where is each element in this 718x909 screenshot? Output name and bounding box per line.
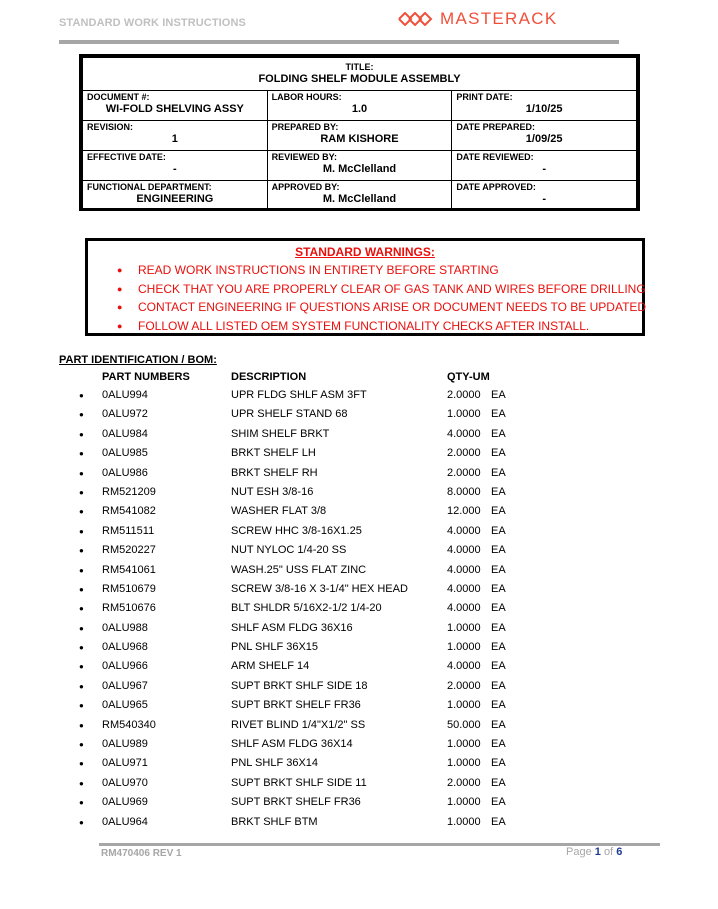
bom-header-qty-um: QTY-UM bbox=[447, 371, 490, 383]
part-number: RM510676 bbox=[102, 602, 156, 615]
page-total: 6 bbox=[616, 846, 623, 858]
part-description: SCREW HHC 3/8-16X1.25 bbox=[231, 524, 362, 537]
print-date-cell bbox=[452, 91, 637, 121]
bom-header-part-numbers: PART NUMBERS bbox=[102, 371, 190, 383]
bom-row bbox=[59, 405, 579, 424]
part-number: 0ALU986 bbox=[102, 466, 148, 479]
part-number: 0ALU989 bbox=[102, 738, 148, 751]
part-unit: EA bbox=[491, 641, 506, 654]
part-number: RM541061 bbox=[102, 563, 156, 576]
revision-value: 1 bbox=[171, 133, 178, 145]
bom-title: PART IDENTIFICATION / BOM: bbox=[59, 354, 217, 366]
bullet-icon: ● bbox=[79, 759, 84, 769]
part-number: 0ALU965 bbox=[102, 699, 148, 712]
part-number: 0ALU969 bbox=[102, 796, 148, 809]
part-description: WASHER FLAT 3/8 bbox=[231, 505, 327, 518]
part-quantity: 4.0000 bbox=[447, 660, 481, 673]
part-unit: EA bbox=[491, 505, 506, 518]
bullet-icon: ● bbox=[79, 720, 84, 730]
part-description: SUPT BRKT SHELF FR36 bbox=[231, 796, 361, 809]
bom-header-description: DESCRIPTION bbox=[231, 371, 307, 383]
prepared-by-cell bbox=[267, 121, 452, 151]
part-description: PNL SHLF 36X14 bbox=[231, 757, 319, 770]
bullet-icon: ● bbox=[79, 681, 84, 691]
part-description: SHIM SHELF BRKT bbox=[231, 427, 330, 440]
document-info-box bbox=[79, 54, 640, 211]
reviewed-by-label: REVIEWED BY: bbox=[271, 152, 337, 162]
part-number: 0ALU994 bbox=[102, 389, 148, 401]
date-prepared-cell bbox=[452, 121, 637, 151]
bom-row bbox=[59, 502, 579, 521]
part-unit: EA bbox=[491, 582, 506, 595]
document-number-label: DOCUMENT #: bbox=[87, 92, 150, 102]
part-description: BLT SHLDR 5/16X2-1/2 1/4-20 bbox=[231, 602, 382, 615]
revision-cell bbox=[83, 121, 268, 151]
masterack-logo bbox=[398, 8, 622, 30]
part-quantity: 8.0000 bbox=[447, 485, 481, 498]
part-quantity: 1.0000 bbox=[447, 815, 481, 828]
warning-item: ● FOLLOW ALL LISTED OEM SYSTEM FUNCTIONALITY CHECKS AFTER INSTALL. bbox=[88, 317, 642, 336]
part-description: UPR FLDG SHLF ASM 3FT bbox=[231, 389, 367, 401]
part-unit: EA bbox=[491, 815, 506, 828]
document-number-value: WI-FOLD SHELVING ASSY bbox=[105, 103, 244, 115]
bullet-icon: ● bbox=[79, 410, 84, 420]
labor-hours-label: LABOR HOURS: bbox=[271, 92, 342, 102]
part-number: 0ALU972 bbox=[102, 408, 148, 421]
bullet-icon: ● bbox=[79, 798, 84, 808]
part-description: WASH.25" USS FLAT ZINC bbox=[231, 563, 367, 576]
warning-item: ● CONTACT ENGINEERING IF QUESTIONS ARISE OR DOCUMENT NEEDS TO BE UPDATED bbox=[88, 298, 642, 317]
part-number: RM510679 bbox=[102, 582, 156, 595]
part-unit: EA bbox=[491, 447, 506, 460]
part-quantity: 1.0000 bbox=[447, 796, 481, 809]
bullet-icon: ● bbox=[79, 526, 84, 536]
effective-date-cell bbox=[83, 151, 268, 181]
bullet-icon: ● bbox=[79, 449, 84, 459]
warning-item: ● READ WORK INSTRUCTIONS IN ENTIRETY BEFORE STARTING bbox=[88, 261, 642, 280]
logo-wordmark: MASTERACK bbox=[440, 9, 558, 28]
part-description: ARM SHELF 14 bbox=[231, 660, 310, 673]
part-description: BRKT SHELF LH bbox=[231, 447, 316, 460]
bullet-icon: ● bbox=[79, 391, 84, 400]
page-word: Page bbox=[566, 846, 592, 858]
part-description: BRKT SHLF BTM bbox=[231, 815, 318, 828]
part-unit: EA bbox=[491, 776, 506, 789]
part-description: NUT ESH 3/8-16 bbox=[231, 485, 314, 498]
part-number: RM520227 bbox=[102, 544, 156, 557]
part-description: PNL SHLF 36X15 bbox=[231, 641, 319, 654]
part-description: BRKT SHELF RH bbox=[231, 466, 318, 479]
part-number: RM511511 bbox=[102, 524, 155, 537]
part-number: 0ALU964 bbox=[102, 815, 148, 828]
bom-row bbox=[59, 464, 579, 483]
part-number: 0ALU967 bbox=[102, 679, 148, 692]
part-description: SUPT BRKT SHLF SIDE 11 bbox=[231, 776, 367, 789]
part-quantity: 4.0000 bbox=[447, 602, 481, 615]
bom-row bbox=[59, 444, 579, 463]
part-unit: EA bbox=[491, 738, 506, 751]
effective-date-value: - bbox=[172, 163, 177, 175]
part-description: UPR SHELF STAND 68 bbox=[231, 408, 348, 421]
bom-row bbox=[59, 677, 579, 696]
part-unit: EA bbox=[491, 621, 506, 634]
prepared-by-value: RAM KISHORE bbox=[320, 133, 399, 145]
bullet-icon: ● bbox=[79, 740, 84, 750]
bom-list bbox=[59, 386, 579, 832]
bom-row bbox=[59, 657, 579, 676]
department-label: FUNCTIONAL DEPARTMENT: bbox=[87, 182, 212, 192]
warning-item: ● CHECK THAT YOU ARE PROPERLY CLEAR OF GAS TANK AND WIRES BEFORE DRILLING bbox=[88, 280, 642, 299]
part-number: 0ALU984 bbox=[102, 427, 148, 440]
effective-date-label: EFFECTIVE DATE: bbox=[87, 152, 166, 162]
part-unit: EA bbox=[491, 718, 506, 731]
part-quantity: 4.0000 bbox=[447, 524, 481, 537]
bullet-icon: ● bbox=[79, 643, 84, 653]
bom-row bbox=[59, 813, 579, 832]
revision-label: REVISION: bbox=[87, 122, 134, 132]
part-number: RM521209 bbox=[102, 485, 156, 498]
part-unit: EA bbox=[491, 679, 506, 692]
bullet-icon: ● bbox=[79, 817, 84, 827]
bullet-icon: ● bbox=[79, 507, 84, 517]
footer-page-indicator bbox=[566, 846, 622, 858]
part-number: RM541082 bbox=[102, 505, 156, 518]
part-quantity: 4.0000 bbox=[447, 582, 481, 595]
date-approved-value: - bbox=[542, 193, 546, 205]
bullet-icon: ● bbox=[79, 429, 84, 439]
part-unit: EA bbox=[491, 389, 506, 401]
title-cell bbox=[83, 58, 637, 91]
approved-by-value: M. McClelland bbox=[322, 193, 397, 205]
part-quantity: 4.0000 bbox=[447, 544, 481, 557]
department-cell bbox=[83, 181, 268, 211]
part-number: 0ALU971 bbox=[102, 757, 148, 770]
date-approved-label: DATE APPROVED: bbox=[456, 182, 536, 192]
bullet-icon: ● bbox=[79, 546, 84, 556]
part-unit: EA bbox=[491, 524, 506, 537]
bom-row bbox=[59, 599, 579, 618]
date-reviewed-label: DATE REVIEWED: bbox=[456, 152, 534, 162]
print-date-value: 1/10/25 bbox=[525, 103, 563, 115]
reviewed-by-cell bbox=[267, 151, 452, 181]
bom-row bbox=[59, 735, 579, 754]
bom-row bbox=[59, 483, 579, 502]
title-value: FOLDING SHELF MODULE ASSEMBLY bbox=[258, 73, 461, 85]
bom-row bbox=[59, 425, 579, 444]
part-quantity: 2.0000 bbox=[447, 679, 481, 692]
date-approved-cell bbox=[452, 181, 637, 211]
bullet-icon: ● bbox=[79, 468, 84, 478]
part-description: NUT NYLOC 1/4-20 SS bbox=[231, 544, 347, 557]
of-word: of bbox=[603, 846, 614, 858]
bullet-icon: ● bbox=[79, 778, 84, 788]
bullet-icon: ● bbox=[79, 662, 84, 672]
part-unit: EA bbox=[491, 485, 506, 498]
part-unit: EA bbox=[491, 466, 506, 479]
part-unit: EA bbox=[491, 757, 506, 770]
bom-row bbox=[59, 754, 579, 773]
standard-warnings-box bbox=[85, 238, 645, 336]
warnings-list bbox=[88, 261, 647, 335]
bullet-icon: ● bbox=[79, 565, 84, 575]
part-number: 0ALU966 bbox=[102, 660, 148, 673]
part-description: SUPT BRKT SHLF SIDE 18 bbox=[231, 679, 368, 692]
date-prepared-value: 1/09/25 bbox=[525, 133, 563, 145]
part-quantity: 50.000 bbox=[447, 718, 481, 731]
bullet-icon: ● bbox=[79, 604, 84, 614]
part-unit: EA bbox=[491, 796, 506, 809]
part-quantity: 2.0000 bbox=[447, 466, 481, 479]
header-rule bbox=[59, 40, 619, 44]
bom-row bbox=[59, 793, 579, 812]
part-unit: EA bbox=[491, 602, 506, 615]
warnings-heading: STANDARD WARNINGS: bbox=[295, 245, 435, 259]
title-label: TITLE: bbox=[345, 62, 374, 72]
bullet-icon: ● bbox=[79, 701, 84, 711]
approved-by-cell bbox=[267, 181, 452, 211]
part-description: SHLF ASM FLDG 36X14 bbox=[231, 738, 353, 751]
part-unit: EA bbox=[491, 544, 506, 557]
part-description: SHLF ASM FLDG 36X16 bbox=[231, 621, 353, 634]
bullet-icon: ● bbox=[79, 487, 84, 497]
prepared-by-label: PREPARED BY: bbox=[271, 122, 339, 132]
bullet-icon: ● bbox=[79, 623, 84, 633]
date-prepared-label: DATE PREPARED: bbox=[456, 122, 535, 132]
part-number: 0ALU988 bbox=[102, 621, 148, 634]
bom-row bbox=[59, 716, 579, 735]
part-number: RM540340 bbox=[102, 718, 156, 731]
part-quantity: 1.0000 bbox=[447, 699, 481, 712]
footer-revision: RM470406 REV 1 bbox=[101, 848, 182, 859]
bom-row bbox=[59, 638, 579, 657]
chevron-logo-icon bbox=[398, 12, 434, 26]
print-date-label: PRINT DATE: bbox=[456, 92, 513, 102]
part-description: SCREW 3/8-16 X 3-1/4" HEX HEAD bbox=[231, 582, 408, 595]
part-quantity: 2.0000 bbox=[447, 447, 481, 460]
part-quantity: 1.0000 bbox=[447, 408, 481, 421]
department-value: ENGINEERING bbox=[136, 193, 214, 205]
labor-hours-cell bbox=[267, 91, 452, 121]
part-quantity: 1.0000 bbox=[447, 757, 481, 770]
reviewed-by-value: M. McClelland bbox=[322, 163, 397, 175]
part-description: RIVET BLIND 1/4"X1/2" SS bbox=[231, 718, 366, 731]
page-number: 1 bbox=[594, 846, 601, 858]
part-quantity: 12.000 bbox=[447, 505, 481, 518]
approved-by-label: APPROVED BY: bbox=[271, 182, 340, 192]
part-unit: EA bbox=[491, 660, 506, 673]
part-quantity: 1.0000 bbox=[447, 738, 481, 751]
date-reviewed-cell bbox=[452, 151, 637, 181]
date-reviewed-value: - bbox=[542, 163, 546, 175]
bom-row bbox=[59, 386, 579, 405]
bullet-icon: ● bbox=[79, 584, 84, 594]
part-unit: EA bbox=[491, 427, 506, 440]
part-number: 0ALU968 bbox=[102, 641, 148, 654]
part-quantity: 1.0000 bbox=[447, 621, 481, 634]
part-unit: EA bbox=[491, 699, 506, 712]
bom-row bbox=[59, 541, 579, 560]
bom-row bbox=[59, 522, 579, 541]
part-unit: EA bbox=[491, 408, 506, 421]
part-quantity: 2.0000 bbox=[447, 776, 481, 789]
labor-hours-value: 1.0 bbox=[351, 103, 368, 115]
part-number: 0ALU985 bbox=[102, 447, 148, 460]
part-quantity: 4.0000 bbox=[447, 563, 481, 576]
part-unit: EA bbox=[491, 563, 506, 576]
part-quantity: 4.0000 bbox=[447, 427, 481, 440]
bom-row bbox=[59, 580, 579, 599]
part-quantity: 1.0000 bbox=[447, 641, 481, 654]
bom-row bbox=[59, 696, 579, 715]
document-header-title: STANDARD WORK INSTRUCTIONS bbox=[59, 17, 246, 29]
bom-row bbox=[59, 561, 579, 580]
document-number-cell bbox=[83, 91, 268, 121]
part-quantity: 2.0000 bbox=[447, 389, 481, 401]
bom-row bbox=[59, 619, 579, 638]
part-description: SUPT BRKT SHELF FR36 bbox=[231, 699, 361, 712]
part-number: 0ALU970 bbox=[102, 776, 148, 789]
bom-row bbox=[59, 774, 579, 793]
